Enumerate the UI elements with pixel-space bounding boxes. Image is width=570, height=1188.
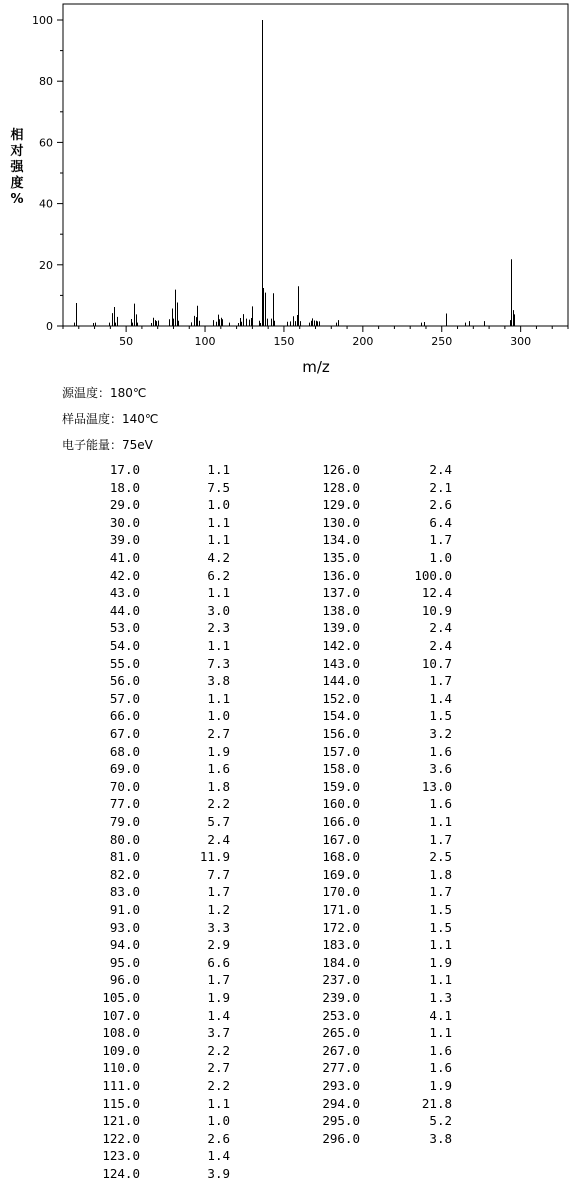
peak-mz: 142.0 <box>322 638 360 653</box>
peak-intensity: 1.0 <box>207 1113 230 1129</box>
peak-intensity: 2.2 <box>207 1042 230 1058</box>
peak-mz: 94.0 <box>109 937 140 953</box>
peak-intensity: 1.5 <box>429 708 452 724</box>
peak-intensity: 7.7 <box>207 866 230 882</box>
peak-mz: 93.0 <box>109 919 140 935</box>
y-axis-label <box>8 128 26 208</box>
x-tick-label: 300 <box>510 335 532 348</box>
peak-mz: 121.0 <box>102 1113 140 1129</box>
peak-intensity: 10.7 <box>421 655 452 671</box>
peak-intensity: 7.5 <box>207 479 230 495</box>
peak-intensity: 6.6 <box>207 954 230 970</box>
peak-intensity: 2.4 <box>429 620 452 636</box>
peak-intensity: 2.2 <box>207 796 230 812</box>
peak-mz: 237.0 <box>322 972 360 988</box>
table-row <box>0 497 570 514</box>
peak-intensity: 1.4 <box>207 1148 230 1164</box>
peak-mz: 160.0 <box>322 796 360 812</box>
y-tick-label: 0 <box>46 320 53 333</box>
peak-intensity: 2.1 <box>429 479 452 495</box>
table-row <box>0 955 570 972</box>
table-row <box>0 462 570 479</box>
peak-intensity: 3.8 <box>207 673 230 689</box>
source-temperature-value: 180℃ <box>110 386 147 400</box>
electron-energy <box>62 436 153 453</box>
table-row <box>0 1166 570 1183</box>
sample-temperature <box>62 410 158 427</box>
peak-intensity: 13.0 <box>421 778 452 794</box>
x-tick-label: 200 <box>352 335 374 348</box>
peak-mz: 44.0 <box>109 602 140 618</box>
table-row <box>0 761 570 778</box>
peak-intensity: 1.7 <box>429 831 452 847</box>
peak-mz: 293.0 <box>322 1078 360 1093</box>
x-tick-label: 250 <box>431 335 453 348</box>
y-tick-label: 80 <box>39 75 53 89</box>
peak-intensity: 3.7 <box>207 1025 230 1041</box>
table-row <box>0 550 570 567</box>
peak-mz: 42.0 <box>109 567 140 583</box>
peak-intensity: 3.8 <box>429 1130 452 1146</box>
peak-mz: 184.0 <box>322 954 360 970</box>
y-tick-label: 20 <box>39 258 53 272</box>
y-tick-label: 60 <box>39 136 53 150</box>
peak-intensity: 1.6 <box>429 1060 452 1076</box>
peak-mz: 170.0 <box>322 884 360 900</box>
table-row <box>0 480 570 497</box>
peak-mz: 30.0 <box>109 514 140 530</box>
table-row <box>0 832 570 849</box>
table-row <box>0 796 570 813</box>
peak-intensity: 1.9 <box>207 990 230 1005</box>
peak-mz: 53.0 <box>109 620 140 636</box>
peak-intensity: 2.9 <box>207 937 230 953</box>
peak-intensity: 1.1 <box>207 690 230 706</box>
peak-mz: 77.0 <box>109 796 140 812</box>
x-axis <box>63 326 568 348</box>
peak-mz: 95.0 <box>109 954 140 970</box>
peak-intensity: 21.8 <box>421 1095 452 1111</box>
peak-mz: 277.0 <box>322 1060 360 1076</box>
table-row <box>0 1008 570 1025</box>
peak-mz: 129.0 <box>322 497 360 513</box>
plot-frame <box>63 4 568 326</box>
table-row <box>0 884 570 901</box>
peak-intensity: 1.7 <box>429 884 452 900</box>
peak-mz: 67.0 <box>109 726 140 741</box>
peak-intensity: 7.3 <box>207 655 230 671</box>
peak-mz: 29.0 <box>109 497 140 513</box>
peak-intensity: 1.1 <box>429 972 452 988</box>
y-axis-label-char: 相 <box>10 128 24 143</box>
table-row <box>0 568 570 585</box>
mass-spectrum-chart <box>0 0 570 380</box>
peak-intensity: 4.2 <box>207 550 230 565</box>
peak-mz: 115.0 <box>102 1095 140 1111</box>
peak-mz: 267.0 <box>322 1042 360 1058</box>
table-row <box>0 708 570 725</box>
peak-intensity: 1.7 <box>207 972 230 988</box>
peak-intensity: 3.9 <box>207 1166 230 1181</box>
source-temperature-label: 源温度： <box>62 386 111 400</box>
peak-intensity: 2.6 <box>429 497 452 513</box>
peak-intensity: 2.2 <box>207 1078 230 1093</box>
x-axis-label: m/z <box>302 358 330 376</box>
peak-intensity: 2.4 <box>429 462 452 477</box>
sample-temperature-value: 140℃ <box>122 412 159 426</box>
peak-mz: 39.0 <box>109 532 140 548</box>
peak-intensity: 1.1 <box>207 585 230 601</box>
peak-intensity: 12.4 <box>421 585 452 601</box>
peak-intensity: 1.1 <box>429 937 452 953</box>
peak-intensity: 2.7 <box>207 726 230 741</box>
table-row <box>0 779 570 796</box>
peak-mz: 138.0 <box>322 602 360 618</box>
peak-mz: 183.0 <box>322 937 360 953</box>
peak-intensity: 1.6 <box>207 761 230 777</box>
peak-mz: 137.0 <box>322 585 360 601</box>
table-row <box>0 726 570 743</box>
peak-intensity: 1.1 <box>207 514 230 530</box>
peak-intensity: 3.3 <box>207 919 230 935</box>
spectrum-peaks <box>75 20 515 326</box>
peak-mz: 156.0 <box>322 726 360 741</box>
y-tick-label: 100 <box>32 14 53 27</box>
table-row <box>0 673 570 690</box>
y-axis-label-char: % <box>10 192 24 207</box>
peak-mz: 55.0 <box>109 655 140 671</box>
peak-mz: 167.0 <box>322 831 360 847</box>
peak-intensity: 1.9 <box>207 743 230 759</box>
peak-mz: 134.0 <box>322 532 360 548</box>
table-row <box>0 1148 570 1165</box>
peak-mz: 17.0 <box>109 462 140 477</box>
table-row <box>0 849 570 866</box>
table-row <box>0 744 570 761</box>
peak-mz: 130.0 <box>322 514 360 530</box>
peak-mz: 107.0 <box>102 1007 140 1023</box>
table-row <box>0 1025 570 1042</box>
electron-energy-value: 75eV <box>122 438 153 452</box>
peak-mz: 152.0 <box>322 690 360 706</box>
peak-mz: 79.0 <box>109 814 140 829</box>
peak-intensity: 1.0 <box>207 708 230 724</box>
table-row <box>0 937 570 954</box>
peak-intensity: 6.4 <box>429 514 452 530</box>
table-row <box>0 1043 570 1060</box>
source-temperature <box>62 384 146 401</box>
peak-intensity: 2.4 <box>207 831 230 847</box>
peak-mz: 109.0 <box>102 1042 140 1058</box>
table-row <box>0 990 570 1007</box>
peak-mz: 111.0 <box>102 1078 140 1093</box>
peak-intensity: 1.1 <box>207 532 230 548</box>
peak-mz: 126.0 <box>322 462 360 477</box>
peak-mz: 143.0 <box>322 655 360 671</box>
peak-intensity: 1.6 <box>429 1042 452 1058</box>
table-row <box>0 867 570 884</box>
peak-mz: 81.0 <box>109 849 140 865</box>
table-row <box>0 532 570 549</box>
peak-mz: 56.0 <box>109 673 140 689</box>
peak-intensity: 1.3 <box>429 990 452 1005</box>
peak-mz: 123.0 <box>102 1148 140 1164</box>
peak-intensity: 1.9 <box>429 954 452 970</box>
peak-mz: 54.0 <box>109 638 140 653</box>
table-row <box>0 1113 570 1130</box>
peak-intensity: 1.7 <box>429 532 452 548</box>
peak-intensity: 3.6 <box>429 761 452 777</box>
peak-intensity: 2.7 <box>207 1060 230 1076</box>
peak-intensity: 6.2 <box>207 567 230 583</box>
peak-mz: 169.0 <box>322 866 360 882</box>
table-row <box>0 656 570 673</box>
peak-intensity: 100.0 <box>414 567 452 583</box>
peak-mz: 91.0 <box>109 902 140 917</box>
peak-mz: 154.0 <box>322 708 360 724</box>
peak-mz: 265.0 <box>322 1025 360 1041</box>
peak-mz: 157.0 <box>322 743 360 759</box>
peak-intensity: 1.7 <box>429 673 452 689</box>
peak-intensity: 10.9 <box>421 602 452 618</box>
peak-intensity: 1.7 <box>207 884 230 900</box>
peak-intensity: 1.4 <box>429 690 452 706</box>
peak-mz: 82.0 <box>109 866 140 882</box>
peak-mz: 108.0 <box>102 1025 140 1041</box>
electron-energy-label: 电子能量： <box>62 438 123 452</box>
table-row <box>0 603 570 620</box>
peak-intensity: 4.1 <box>429 1007 452 1023</box>
peak-mz: 135.0 <box>322 550 360 565</box>
peak-mz: 253.0 <box>322 1007 360 1023</box>
peak-mz: 128.0 <box>322 479 360 495</box>
peak-mz: 168.0 <box>322 849 360 865</box>
peak-mz: 57.0 <box>109 690 140 706</box>
peak-mz: 122.0 <box>102 1130 140 1146</box>
peak-intensity: 1.1 <box>207 462 230 477</box>
peak-mz: 96.0 <box>109 972 140 988</box>
peak-intensity: 5.7 <box>207 814 230 829</box>
peak-mz: 66.0 <box>109 708 140 724</box>
peak-mz: 80.0 <box>109 831 140 847</box>
y-axis-label-char: 强 <box>10 160 24 175</box>
peak-mz: 18.0 <box>109 479 140 495</box>
peak-mz: 43.0 <box>109 585 140 601</box>
peak-mz: 110.0 <box>102 1060 140 1076</box>
y-tick-label: 40 <box>39 197 53 211</box>
peak-intensity: 1.1 <box>429 1025 452 1041</box>
peak-mz: 70.0 <box>109 778 140 794</box>
peak-mz: 144.0 <box>322 673 360 689</box>
table-row <box>0 972 570 989</box>
table-row <box>0 691 570 708</box>
peak-intensity: 1.0 <box>207 497 230 513</box>
table-row <box>0 902 570 919</box>
peak-intensity: 1.1 <box>207 638 230 653</box>
peak-intensity: 1.9 <box>429 1078 452 1093</box>
table-row <box>0 1131 570 1148</box>
table-row <box>0 1078 570 1095</box>
peak-intensity: 2.5 <box>429 849 452 865</box>
peak-mz: 166.0 <box>322 814 360 829</box>
peak-intensity: 1.5 <box>429 902 452 917</box>
peak-mz: 296.0 <box>322 1130 360 1146</box>
peak-intensity: 1.1 <box>207 1095 230 1111</box>
table-row <box>0 585 570 602</box>
peak-intensity: 1.8 <box>207 778 230 794</box>
peak-intensity: 2.3 <box>207 620 230 636</box>
table-row <box>0 620 570 637</box>
peak-intensity: 3.0 <box>207 602 230 618</box>
y-axis-label-char: 对 <box>10 144 24 159</box>
peak-intensity: 11.9 <box>199 849 230 865</box>
peak-intensity: 1.8 <box>429 866 452 882</box>
peak-mz: 139.0 <box>322 620 360 636</box>
table-row <box>0 638 570 655</box>
peak-mz: 172.0 <box>322 919 360 935</box>
peak-mz: 239.0 <box>322 990 360 1005</box>
peak-intensity: 3.2 <box>429 726 452 741</box>
peak-mz: 124.0 <box>102 1166 140 1181</box>
sample-temperature-label: 样品温度： <box>62 412 123 426</box>
table-row <box>0 1096 570 1113</box>
peak-intensity: 5.2 <box>429 1113 452 1129</box>
table-row <box>0 515 570 532</box>
x-tick-label: 50 <box>119 335 134 348</box>
peak-mz: 295.0 <box>322 1113 360 1129</box>
peak-mz: 158.0 <box>322 761 360 777</box>
peak-intensity: 1.5 <box>429 919 452 935</box>
peak-mz: 69.0 <box>109 761 140 777</box>
peak-mz: 136.0 <box>322 567 360 583</box>
table-row <box>0 814 570 831</box>
table-row <box>0 1060 570 1077</box>
peak-intensity: 1.6 <box>429 796 452 812</box>
peak-mz: 294.0 <box>322 1095 360 1111</box>
peak-intensity: 1.2 <box>207 902 230 917</box>
peak-intensity: 1.4 <box>207 1007 230 1023</box>
peak-mz: 171.0 <box>322 902 360 917</box>
peak-intensity: 1.0 <box>429 550 452 565</box>
x-tick-label: 100 <box>194 335 216 348</box>
peak-mz: 68.0 <box>109 743 140 759</box>
peak-mz: 105.0 <box>102 990 140 1005</box>
y-axis <box>32 14 63 333</box>
y-axis-label-char: 度 <box>10 176 24 191</box>
peak-mz: 83.0 <box>109 884 140 900</box>
peak-intensity: 1.1 <box>429 814 452 829</box>
peak-intensity: 2.4 <box>429 638 452 653</box>
peak-intensity: 1.6 <box>429 743 452 759</box>
peak-mz: 41.0 <box>109 550 140 565</box>
peak-mz: 159.0 <box>322 778 360 794</box>
x-tick-label: 150 <box>273 335 295 348</box>
table-row <box>0 920 570 937</box>
peak-intensity: 2.6 <box>207 1130 230 1146</box>
